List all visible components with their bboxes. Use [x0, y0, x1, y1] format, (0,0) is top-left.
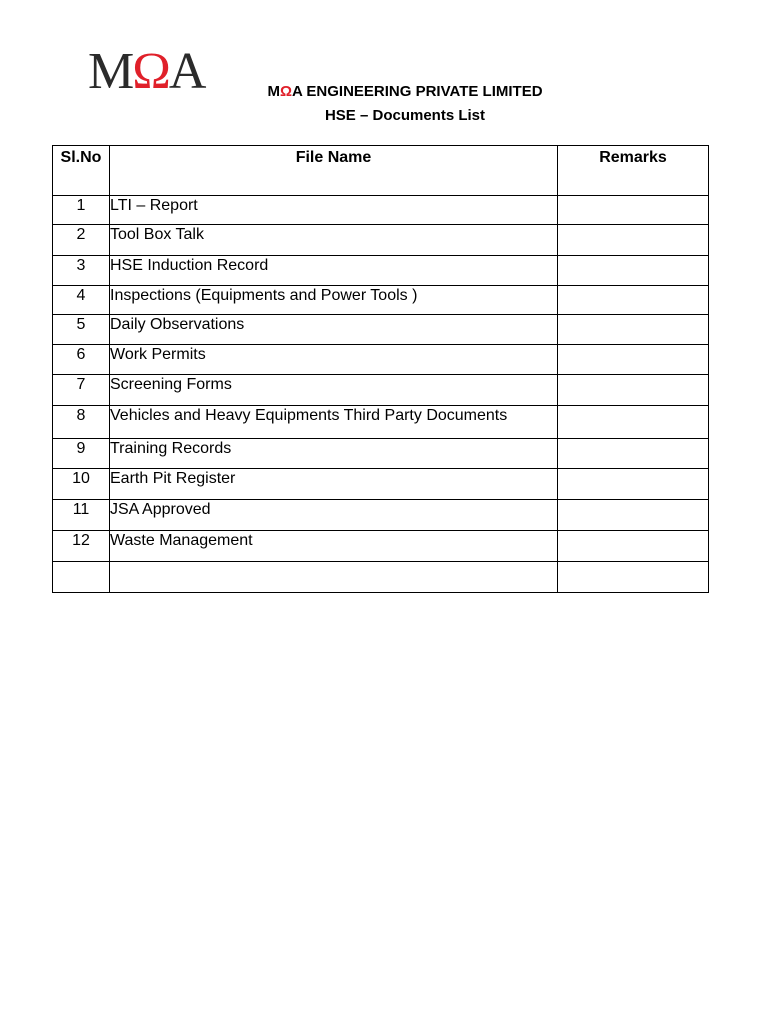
table-row: [53, 225, 709, 256]
document-title: HSE – Documents List: [324, 107, 486, 124]
cell-file-name: Screening Forms: [110, 375, 558, 406]
logo-letter-a: A: [168, 43, 205, 100]
table-header-row: [53, 146, 709, 196]
table-row: [53, 256, 709, 286]
cell-file-name: Tool Box Talk: [110, 225, 558, 256]
cell-remarks: [558, 469, 709, 500]
documents-table: [52, 145, 709, 593]
cell-remarks: [558, 375, 709, 406]
table-row: [53, 375, 709, 406]
cell-file-name: Daily Observations: [110, 315, 558, 345]
cell-remarks: [558, 439, 709, 469]
cell-remarks: [558, 500, 709, 531]
cell-sl-no: 6: [53, 345, 110, 375]
cell-file-name: Waste Management: [110, 531, 558, 562]
cell-file-name: Work Permits: [110, 345, 558, 375]
cell-sl-no: 9: [53, 439, 110, 469]
cell-file-name: Earth Pit Register: [110, 469, 558, 500]
cell-remarks: [558, 315, 709, 345]
cell-file-name: Inspections (Equipments and Power Tools ): [110, 286, 558, 315]
cell-file-name: Vehicles and Heavy Equipments Third Party Documents: [110, 406, 558, 439]
company-name-rest: A ENGINEERING PRIVATE LIMITED: [291, 83, 543, 100]
table-row: [53, 469, 709, 500]
cell-sl-no: 4: [53, 286, 110, 315]
table-body: [53, 196, 709, 593]
logo-omega: Ω: [132, 43, 169, 100]
table-row: [53, 562, 709, 593]
table-row: [53, 196, 709, 225]
company-name-prefix: M: [267, 83, 280, 100]
cell-remarks: [558, 406, 709, 439]
cell-remarks: [558, 256, 709, 286]
cell-sl-no: 10: [53, 469, 110, 500]
cell-file-name: [110, 562, 558, 593]
cell-sl-no: 7: [53, 375, 110, 406]
cell-sl-no: 5: [53, 315, 110, 345]
cell-remarks: [558, 286, 709, 315]
table-row: [53, 406, 709, 439]
cell-sl-no: 11: [53, 500, 110, 531]
cell-remarks: [558, 225, 709, 256]
cell-file-name: JSA Approved: [110, 500, 558, 531]
cell-sl-no: [53, 562, 110, 593]
header-remarks: Remarks: [558, 146, 709, 196]
table-row: [53, 531, 709, 562]
company-name-omega: Ω: [279, 83, 292, 100]
cell-sl-no: 1: [53, 196, 110, 225]
cell-remarks: [558, 196, 709, 225]
cell-remarks: [558, 562, 709, 593]
cell-file-name: Training Records: [110, 439, 558, 469]
table-row: [53, 500, 709, 531]
table-row: [53, 345, 709, 375]
cell-sl-no: 12: [53, 531, 110, 562]
header-sl-no: Sl.No: [53, 146, 110, 196]
logo-letter-m: M: [88, 43, 133, 100]
cell-file-name: LTI – Report: [110, 196, 558, 225]
cell-file-name: HSE Induction Record: [110, 256, 558, 286]
cell-sl-no: 3: [53, 256, 110, 286]
cell-sl-no: 8: [53, 406, 110, 439]
table-row: [53, 315, 709, 345]
table-row: [53, 439, 709, 469]
cell-remarks: [558, 531, 709, 562]
cell-remarks: [558, 345, 709, 375]
table-row: [53, 286, 709, 315]
header-file-name: File Name: [110, 146, 558, 196]
cell-sl-no: 2: [53, 225, 110, 256]
company-name: [0, 83, 768, 101]
